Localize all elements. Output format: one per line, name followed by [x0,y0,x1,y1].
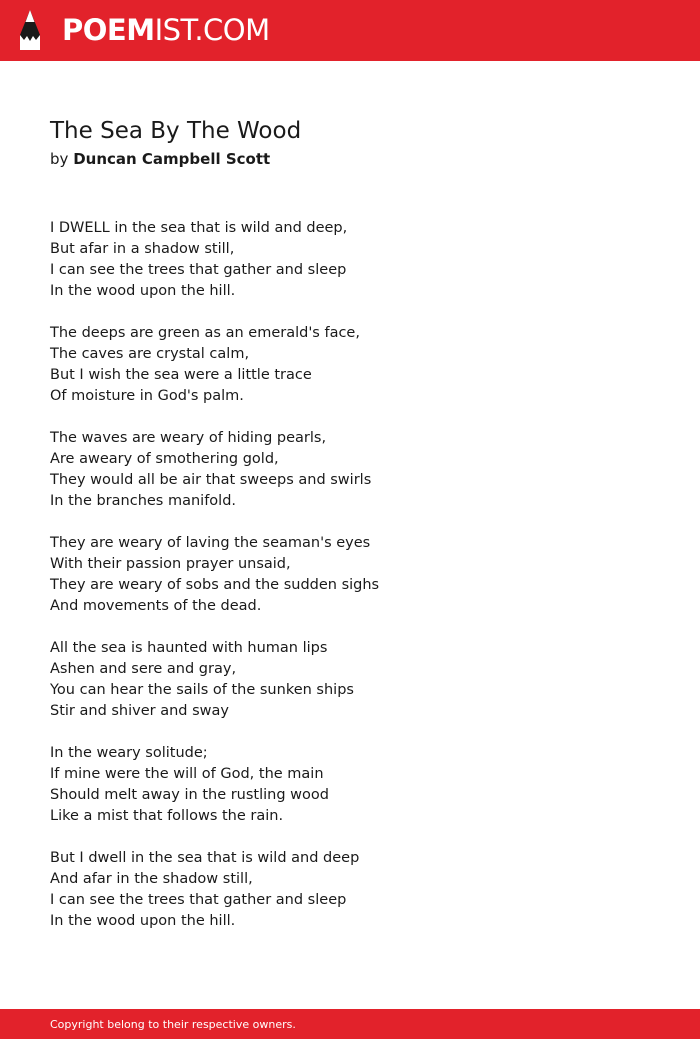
logo-bold-text: POEM [62,13,155,47]
poem-line: They are weary of sobs and the sudden sighs [50,577,380,593]
poem-line: And movements of the dead. [50,598,262,614]
copyright-text: Copyright belong to their respective owners. [50,1018,296,1031]
poem-line: Should melt away in the rustling wood [50,787,329,803]
poem-line: And afar in the shadow still, [50,871,253,887]
poem-line: I DWELL in the sea that is wild and deep, [50,220,348,236]
byline [50,148,270,170]
stanza [50,428,650,512]
site-header [0,0,700,61]
poem-line: In the branches manifold. [50,493,237,509]
poem-line: Ashen and sere and gray, [50,661,237,677]
poem-line: The deeps are green as an emerald's face, [50,325,360,341]
author-name: Duncan Campbell Scott [73,150,271,168]
stanza [50,848,650,932]
site-logo[interactable] [62,12,270,48]
poem-line: With their passion prayer unsaid, [50,556,291,572]
poem-line: The caves are crystal calm, [50,346,250,362]
poem-line: Of moisture in God's palm. [50,388,244,404]
poem-line: If mine were the will of God, the main [50,766,324,782]
poem-line: They are weary of laving the seaman's eyes [50,535,371,551]
poem-line: The waves are weary of hiding pearls, [50,430,327,446]
logo-light-text: IST.COM [154,13,270,47]
poem-line: I can see the trees that gather and sleep [50,262,347,278]
poem-title: The Sea By The Wood [50,118,302,144]
poem-line: You can hear the sails of the sunken ships [50,682,354,698]
poem-line: But I dwell in the sea that is wild and deep [50,850,360,866]
poem-body [50,218,650,953]
poem-line: I can see the trees that gather and sleep [50,892,347,908]
stanza [50,638,650,722]
pencil-icon[interactable] [18,9,42,51]
stanza [50,218,650,302]
poem-line: Like a mist that follows the rain. [50,808,284,824]
stanza [50,323,650,407]
poem-line: But afar in a shadow still, [50,241,235,257]
poem-line: Stir and shiver and sway [50,703,229,719]
poem-line: In the wood upon the hill. [50,913,236,929]
poem-line: But I wish the sea were a little trace [50,367,312,383]
poem-line: Are aweary of smothering gold, [50,451,279,467]
stanza [50,743,650,827]
poem-line: In the wood upon the hill. [50,283,236,299]
poem-line: All the sea is haunted with human lips [50,640,328,656]
by-label: by [50,150,69,168]
site-footer [0,1009,700,1039]
poem-line: In the weary solitude; [50,745,208,761]
poem-line: They would all be air that sweeps and swirls [50,472,372,488]
stanza [50,533,650,617]
